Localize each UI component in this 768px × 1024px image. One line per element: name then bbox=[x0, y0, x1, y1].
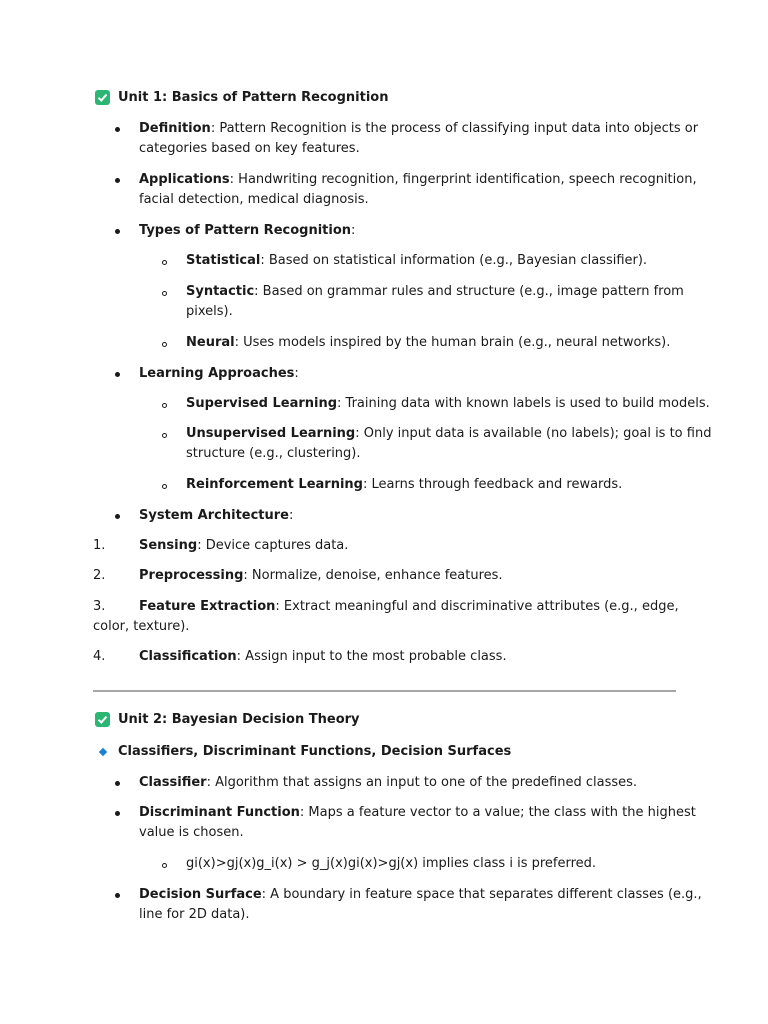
neural-label: Neural bbox=[186, 335, 235, 350]
bullet-icon bbox=[115, 514, 120, 519]
unsupervised-label: Unsupervised Learning bbox=[186, 426, 356, 441]
unit2-subheading: Classifiers, Discriminant Functions, Decision Surfaces bbox=[118, 744, 512, 759]
diamond-icon bbox=[99, 748, 107, 756]
document-page: Unit 1: Basics of Pattern Recognition Definition: Pattern Recognition is the process of classifying input data into objects or categories based on key features. Applications: Handwriting recognition, fingerprint identification, speech recognition, facial detection, medical diagnosis. Types of Pattern Recognition: Statistical: Based on statistical information (e.g., Bayesian classifier). Syntactic: Based on grammar rules and structure (e.g., image pattern from pixels). Neural: Uses models inspired by the human brain (e.g., neural networks). Learning Approaches: Supervised Learning: Training data with known labels is used to build models. Unsupervised Learning: Only input data is available (no labels); goal is to find structure (e.g., clustering). Reinforcement Learning: Learns through feedback and rewards. System Architecture: 1. Sensing: Device captures data. 2. Preprocessing: Normalize, denoise, enhance features. 3. Feature Extraction: Extract meaningful and discriminative attributes (e.g., edge, color, texture). 4. Classification: Assign input to the most probable class. Unit 2: Bayesian Decision Theory Classifiers, Discriminant Functions, Decision Surfaces Classifier: Algorithm that assigns an input to one of the predefined classes. Discriminant Function: Maps a feature vector to a value; the class with the highest value is chosen. gi(x)>gj(x)g_i(x) > g_j(x)gi(x)>gj(x) implies class i is preferred. Decision Surface: A boundary in feature space that separates different classes (e.g., line for 2D data). bbox=[93, 90, 712, 922]
bullet-icon bbox=[115, 178, 120, 183]
syntactic-line2: pixels). bbox=[186, 304, 233, 319]
section-divider bbox=[93, 690, 676, 692]
bullet-icon bbox=[115, 781, 120, 786]
step-line2: color, texture). bbox=[93, 619, 190, 634]
step-label: Preprocessing bbox=[139, 568, 244, 583]
circle-bullet-icon bbox=[162, 342, 167, 347]
step-label: Sensing bbox=[139, 538, 198, 553]
step-number: 1. bbox=[93, 538, 106, 553]
circle-bullet-icon bbox=[162, 260, 167, 265]
unit2-heading: Unit 2: Bayesian Decision Theory bbox=[118, 712, 360, 727]
definition-line2: categories based on key features. bbox=[139, 141, 360, 156]
unsupervised-line2: structure (e.g., clustering). bbox=[186, 446, 361, 461]
architecture-label: System Architecture bbox=[139, 508, 290, 523]
circle-bullet-icon bbox=[162, 403, 167, 408]
bullet-icon bbox=[115, 229, 120, 234]
classifier-label: Classifier bbox=[139, 775, 207, 790]
applications-label: Applications bbox=[139, 172, 230, 187]
discriminant-line2: value is chosen. bbox=[139, 825, 244, 840]
bullet-icon bbox=[115, 811, 120, 816]
discriminant-formula: gi(x)>gj(x)g_i(x) > g_j(x)gi(x)>gj(x) implies class i is preferred. bbox=[186, 856, 597, 871]
circle-bullet-icon bbox=[162, 291, 167, 296]
definition-label: Definition bbox=[139, 121, 211, 136]
bullet-icon bbox=[115, 372, 120, 377]
bullet-icon bbox=[115, 893, 120, 898]
syntactic-label: Syntactic bbox=[186, 284, 255, 299]
types-label: Types of Pattern Recognition bbox=[139, 223, 352, 238]
discriminant-label: Discriminant Function bbox=[139, 805, 300, 820]
applications-line2: facial detection, medical diagnosis. bbox=[139, 192, 369, 207]
circle-bullet-icon bbox=[162, 433, 167, 438]
step-number: 4. bbox=[93, 649, 106, 664]
checkmark-icon bbox=[95, 90, 110, 105]
step-number: 2. bbox=[93, 568, 106, 583]
circle-bullet-icon bbox=[162, 484, 167, 489]
supervised-label: Supervised Learning bbox=[186, 396, 338, 411]
circle-bullet-icon bbox=[162, 863, 167, 868]
surface-label: Decision Surface bbox=[139, 887, 262, 902]
surface-line2: line for 2D data). bbox=[139, 907, 250, 922]
step-label: Feature Extraction bbox=[139, 599, 276, 614]
statistical-label: Statistical bbox=[186, 253, 261, 268]
reinforcement-label: Reinforcement Learning bbox=[186, 477, 363, 492]
unit1-heading: Unit 1: Basics of Pattern Recognition bbox=[118, 90, 389, 105]
step-label: Classification bbox=[139, 649, 237, 664]
checkmark-icon bbox=[95, 712, 110, 727]
learning-label: Learning Approaches bbox=[139, 366, 295, 381]
step-number: 3. bbox=[93, 599, 106, 614]
bullet-icon bbox=[115, 127, 120, 132]
